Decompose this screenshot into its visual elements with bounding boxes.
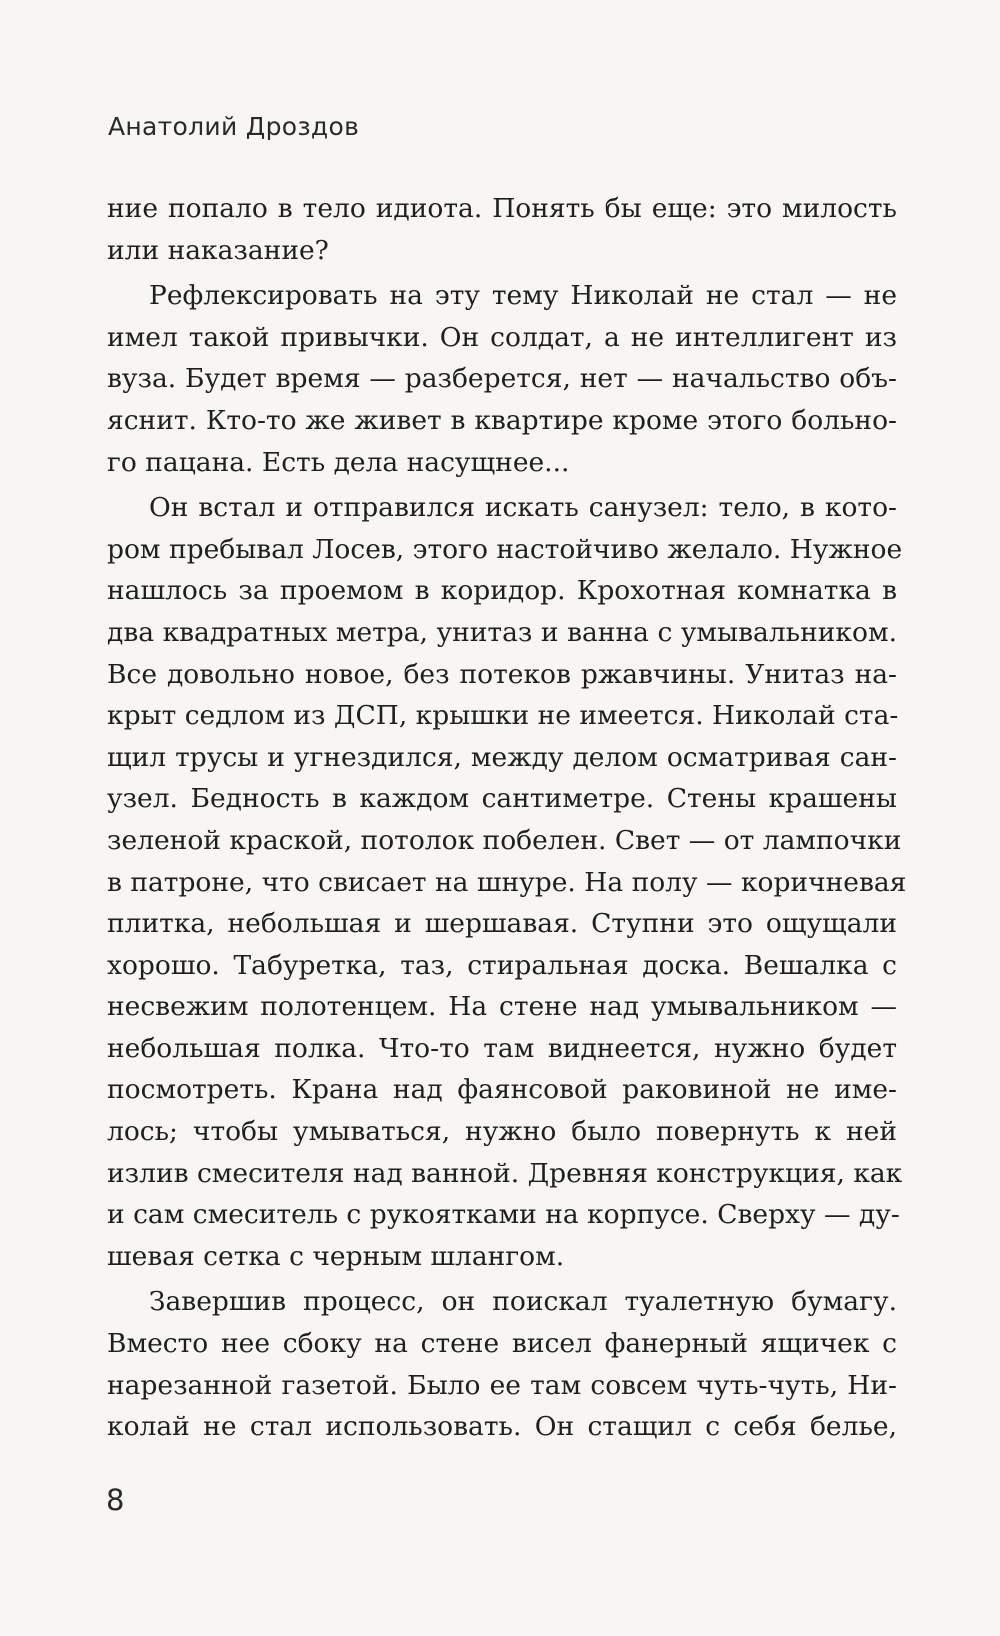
running-head: Анатолий Дроздов (108, 112, 360, 141)
text-line: шевая сетка с черным шлангом. (107, 1240, 565, 1272)
text-line: имел такой привычки. Он солдат, а не интеллигент из (107, 321, 897, 353)
text-line: ние попало в тело идиота. Понять бы еще: это милость (107, 193, 897, 224)
page-number: 8 (106, 1483, 125, 1517)
text-line: яснит. Кто-то же живет в квартире кроме этого больно- (107, 404, 897, 436)
text-line: Все довольно новое, без потеков ржавчины. Унитаз на- (107, 658, 897, 690)
paragraph (107, 487, 907, 1277)
body-text (107, 188, 907, 1448)
text-line: колай не стал использовать. Он стащил с себя белье, (107, 1411, 897, 1443)
text-line: щил трусы и угнездился, между делом осматривая сан- (107, 741, 897, 773)
text-line: вуза. Будет время — разберется, нет — начальство объ- (107, 363, 897, 395)
text-line: Он встал и отправился искать санузел: тело, в кото- (149, 492, 897, 524)
paragraph (107, 1281, 897, 1447)
paragraph (107, 188, 897, 271)
text-line: ром пребывал Лосев, этого настойчиво желало. Нужное (107, 533, 903, 565)
text-line: Завершив процесс, он поискал туалетную бумагу. (149, 1286, 897, 1318)
text-line: небольшая полка. Что-то там виднеется, нужно будет (107, 1032, 897, 1064)
text-line: плитка, небольшая и шершавая. Ступни это ощущали (107, 908, 897, 940)
text-line: два квадратных метра, унитаз и ванна с умывальником. (107, 616, 897, 648)
text-line: Рефлексировать на эту тему Николай не стал — не (149, 280, 897, 312)
text-line: несвежим полотенцем. На стене над умывальником — (107, 991, 897, 1023)
text-line: крыт седлом из ДСП, крышки не имеется. Николай ста- (107, 700, 899, 732)
text-line: хорошо. Табуретка, таз, стиральная доска. Вешалка с (107, 949, 897, 981)
text-line: нарезанной газетой. Было ее там совсем чуть-чуть, Ни- (107, 1369, 897, 1401)
text-line: зеленой краской, потолок побелен. Свет — от лампочки (107, 824, 902, 856)
text-line: излив смесителя над ванной. Древняя конструкция, как (107, 1157, 903, 1189)
text-line: посмотреть. Крана над фаянсовой раковиной не име- (107, 1074, 897, 1106)
text-line: Вместо нее сбоку на стене висел фанерный ящичек с (107, 1328, 897, 1360)
text-line: и сам смеситель с рукоятками на корпусе. Сверху — ду- (107, 1199, 900, 1231)
text-line: го пацана. Есть дела насущнее... (107, 446, 570, 478)
text-line: в патроне, что свисает на шнуре. На полу — коричневая (107, 866, 907, 898)
paragraph (107, 275, 897, 483)
text-line: нашлось за проемом в коридор. Крохотная комнатка в (107, 575, 897, 607)
text-line: узел. Бедность в каждом сантиметре. Стены крашены (107, 783, 897, 815)
text-line: или наказание? (107, 234, 329, 266)
text-line: лось; чтобы умываться, нужно было повернуть к ней (107, 1116, 897, 1148)
